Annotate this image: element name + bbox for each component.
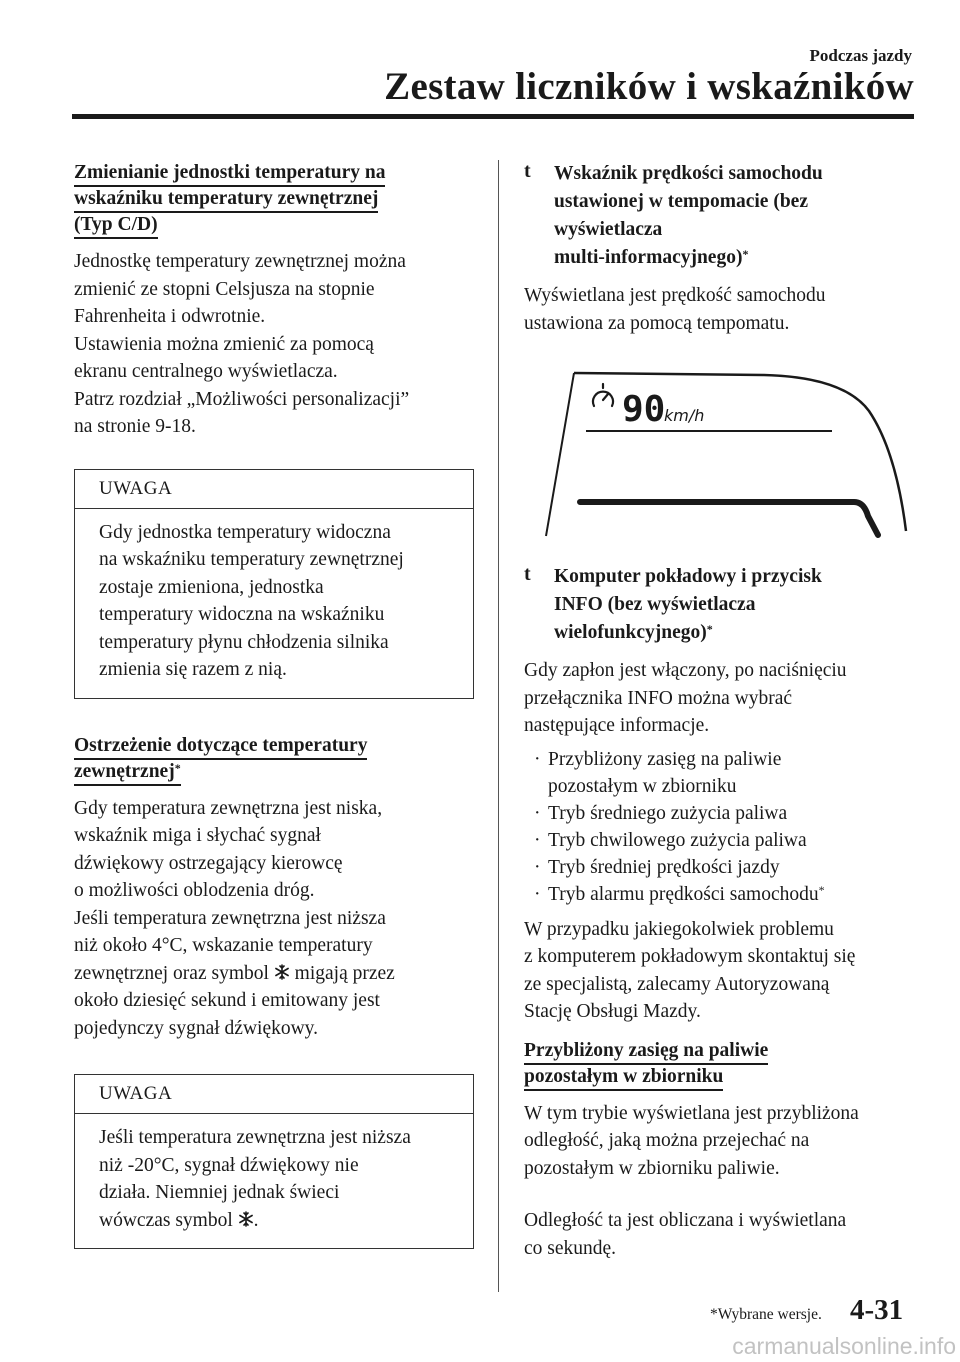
heading-temp-unit: Zmienianie jednostki temperatury na wskaźniku temperatury zewnętrznej (Typ C/D) <box>74 160 474 238</box>
watermark: carmanualsonline.info <box>732 1333 956 1359</box>
item-trip-computer-label: Komputer pokładowy i przycisk INFO (bez wyświetlacza wielofunkcyjnego)* <box>554 566 822 643</box>
cruise-speed-text: Wyświetlana jest prędkość samochodu ustawiona za pomocą tempomatu. <box>524 285 826 334</box>
header-rule <box>72 114 914 119</box>
right-column <box>524 160 918 1262</box>
list-item: · Tryb średniej prędkości jazdy <box>534 856 780 878</box>
note-text: Gdy jednostka temperatury widoczna na wskaźniku temperatury zewnętrznej zostaje zmieniona, jednostka temperatury widoczna na wskaźniku temperatury płynu chłodzenia silnika zmienia się razem z nią. <box>99 521 404 680</box>
temp-warning-text: Gdy temperatura zewnętrzna jest niska, wskaźnik miga i słychać sygnał dźwiękowy ostrzegający kierowcę o możliwości oblodzenia dróg. Jeśli temperatura zewnętrzna jest niższa niż około 4°C, wskazanie temperatury zewnętrznej oraz symbol migają przez około dziesięć sekund i emitowany jest pojedynczy sygnał dźwiękowy. <box>74 797 395 1039</box>
note-box-1 <box>74 469 474 699</box>
list-item: · Tryb alarmu prędkości samochodu* <box>534 882 825 905</box>
heading-fuel-range: Przybliżony zasięg na paliwie pozostałym w zbiorniku <box>524 1038 918 1090</box>
item-cruise-speed-label: Wskaźnik prędkości samochodu ustawionej w tempomacie (bez wyświetlacza multi-informacyjnego)* <box>554 163 823 268</box>
note-heading: UWAGA <box>75 470 473 509</box>
list-item: · Przybliżony zasięg na paliwie pozostałym w zbiorniku <box>534 748 782 797</box>
temp-unit-text: Jednostkę temperatury zewnętrznej można zmienić ze stopni Celsjusza na stopnie Fahrenheita i odwrotnie. Ustawienia można zmienić za pomocą ekranu centralnego wyświetlacza. Patrz rozdział „Możliwości personalizacji” na stronie 9-18. <box>74 251 410 437</box>
set-speed-unit: km/h <box>664 406 705 425</box>
page-title: Zestaw liczników i wskaźników <box>384 65 914 108</box>
fuel-range-text: W tym trybie wyświetlana jest przybliżona odległość, jaką można przejechać na pozostałym w zbiorniku paliwie. Odległość ta jest obliczana i wyświetlana co sekundę. <box>524 1102 859 1259</box>
note-text: Jeśli temperatura zewnętrzna jest niższa niż -20°C, sygnał dźwiękowy nie działa. Niemniej jednak świeci wówczas symbol . <box>99 1127 411 1231</box>
trip-computer-modes-list <box>524 746 918 908</box>
column-divider <box>498 160 499 1292</box>
list-item: · Tryb średniego zużycia paliwa <box>534 802 788 824</box>
trip-computer-text: Gdy zapłon jest włączony, po naciśnięciu przełącznika INFO można wybrać następujące informacje. <box>524 660 847 736</box>
heading-temp-warning: Ostrzeżenie dotyczące temperatury zewnętrznej* <box>74 733 474 785</box>
left-column <box>74 160 474 1249</box>
set-speed-value: 90 <box>622 389 666 430</box>
snowflake-icon <box>274 964 290 980</box>
list-item: · Tryb chwilowego zużycia paliwa <box>534 829 807 851</box>
snowflake-icon <box>238 1211 254 1227</box>
trip-computer-service-text: W przypadku jakiegokolwiek problemu z komputerem pokładowym skontaktuj się ze specjalistą, zalecamy Autoryzowaną Stację Obsługi Mazdy. <box>524 918 856 1022</box>
footnote: *Wybrane wersje. <box>710 1306 822 1323</box>
page-number: 4-31 <box>850 1294 904 1326</box>
note-heading: UWAGA <box>75 1075 473 1114</box>
item-trip-computer: t Komputer pokładowy i przycisk INFO (bez wyświetlacza wielofunkcyjnego)* <box>524 563 918 647</box>
item-cruise-speed: t Wskaźnik prędkości samochodu ustawionej w tempomacie (bez wyświetlacza multi-informacyjnego)* <box>524 160 918 272</box>
note-box-2 <box>74 1074 474 1249</box>
speedometer-icon <box>593 384 613 406</box>
header-section-label: Podczas jazdy <box>809 46 912 65</box>
cruise-speed-display-illustration <box>524 351 918 551</box>
